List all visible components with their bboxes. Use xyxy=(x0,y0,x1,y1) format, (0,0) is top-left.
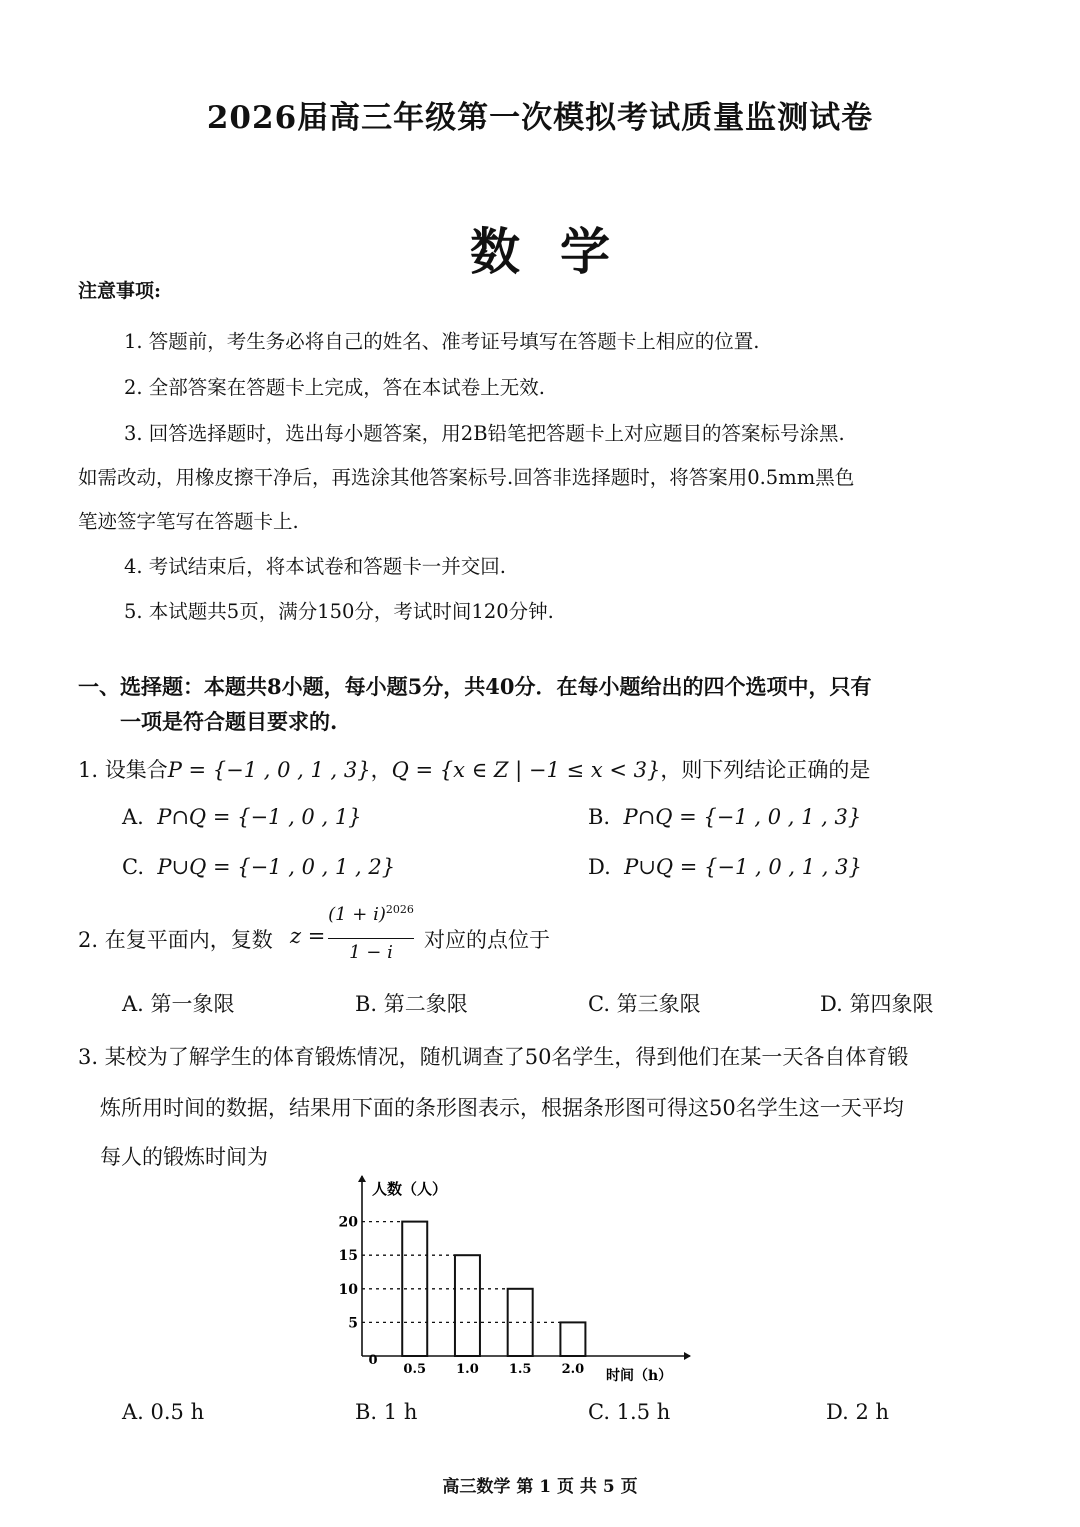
question-3-option-b: B. 1 h xyxy=(355,1400,418,1424)
fraction-denominator: 1 − i xyxy=(349,942,393,963)
question-2-prefix: 2. 在复平面内，复数 xyxy=(78,928,273,952)
question-1-option-a xyxy=(122,805,362,829)
question-3-line-1: 3. 某校为了解学生的体育锻炼情况，随机调查了50名学生，得到他们在某一天各自体育锻 xyxy=(78,1045,909,1069)
section-heading: 一、选择题：本题共8小题，每小题5分，共40分．在每小题给出的四个选项中，只有 xyxy=(78,674,872,699)
subject-title: 数学 xyxy=(470,222,650,281)
x-axis-label: 时间（h） xyxy=(606,1368,673,1384)
x-tick-label: 0.5 xyxy=(403,1362,427,1377)
y-tick-label: 5 xyxy=(348,1315,358,1332)
notice-item-2: 2. 全部答案在答题卡上完成，答在本试卷上无效. xyxy=(124,376,546,399)
question-3-line-2: 炼所用时间的数据，结果用下面的条形图表示，根据条形图可得这50名学生这一天平均 xyxy=(100,1096,904,1120)
bar-2.0 xyxy=(560,1322,585,1356)
option-text: P∪Q = {−1 , 0 , 1 , 3} xyxy=(624,855,862,879)
fraction-bar xyxy=(328,938,414,939)
x-tick-label: 2.0 xyxy=(561,1362,585,1377)
option-label: B. xyxy=(588,805,611,829)
option-text: P∪Q = {−1 , 0 , 1 , 2} xyxy=(157,855,396,879)
question-3-option-d: D. 2 h xyxy=(826,1400,889,1424)
notice-item-4: 4. 考试结束后，将本试卷和答题卡一并交回. xyxy=(124,555,507,578)
exam-title: 2026届高三年级第一次模拟考试质量监测试卷 xyxy=(206,100,874,136)
question-1-stem xyxy=(78,754,870,784)
question-3-line-3: 每人的锻炼时间为 xyxy=(100,1145,268,1169)
notice-item-3: 3. 回答选择题时，选出每小题答案，用2B铅笔把答题卡上对应题目的答案标号涂黑. xyxy=(124,422,845,445)
question-2-option-d: D. 第四象限 xyxy=(820,992,934,1016)
y-tick-label: 15 xyxy=(338,1248,358,1265)
option-text: P∩Q = {−1 , 0 , 1} xyxy=(157,805,362,829)
question-3-option-c: C. 1.5 h xyxy=(588,1400,671,1424)
bar-1.0 xyxy=(455,1255,480,1356)
question-2-suffix: 对应的点位于 xyxy=(424,928,550,952)
option-label: C. xyxy=(122,855,144,879)
question-2-option-a: A. 第一象限 xyxy=(122,992,235,1016)
question-1-set-p: P = {−1 , 0 , 1 , 3} xyxy=(167,758,371,782)
x-tick-label: 1.0 xyxy=(456,1362,479,1377)
question-2-z: z = xyxy=(290,924,326,948)
page-footer: 高三数学 第 1 页 共 5 页 xyxy=(442,1477,638,1497)
y-axis-label: 人数（人） xyxy=(372,1180,448,1198)
option-label: D. xyxy=(588,855,611,879)
question-3-option-a: A. 0.5 h xyxy=(122,1400,205,1424)
question-1-option-c xyxy=(122,855,395,879)
notice-item-3-cont-1: 如需改动，用橡皮擦干净后，再选涂其他答案标号.回答非选择题时，将答案用0.5mm黑色 xyxy=(78,466,855,489)
question-1-sep: ， xyxy=(370,758,392,782)
origin-label: 0 xyxy=(368,1353,378,1368)
question-1-option-b xyxy=(588,805,861,829)
x-tick-label: 1.5 xyxy=(508,1362,532,1377)
question-2-option-c: C. 第三象限 xyxy=(588,992,701,1016)
bar-chart xyxy=(320,1168,700,1390)
question-1-prefix: 1. 设集合 xyxy=(78,758,168,782)
question-2-option-b: B. 第二象限 xyxy=(355,992,468,1016)
notice-heading: 注意事项: xyxy=(78,280,162,302)
notice-item-3-cont-2: 笔迹签字笔写在答题卡上. xyxy=(78,510,299,533)
question-1-set-q: Q = {x ∈ Z | −1 ≤ x < 3} xyxy=(391,758,661,782)
fraction-numerator: $(1 + i)^{2026}$ xyxy=(328,903,414,925)
notice-item-1: 1. 答题前，考生务必将自己的姓名、准考证号填写在答题卡上相应的位置. xyxy=(124,330,760,353)
y-tick-label: 20 xyxy=(338,1214,358,1231)
option-text: P∩Q = {−1 , 0 , 1 , 3} xyxy=(623,805,862,829)
y-tick-label: 10 xyxy=(338,1281,358,1298)
notice-item-5: 5. 本试题共5页，满分150分，考试时间120分钟. xyxy=(124,600,554,623)
question-1-suffix: ，则下列结论正确的是 xyxy=(660,758,871,782)
option-label: A. xyxy=(122,805,144,829)
question-1-option-d xyxy=(588,855,862,879)
section-heading-cont: 一项是符合题目要求的. xyxy=(120,709,338,734)
